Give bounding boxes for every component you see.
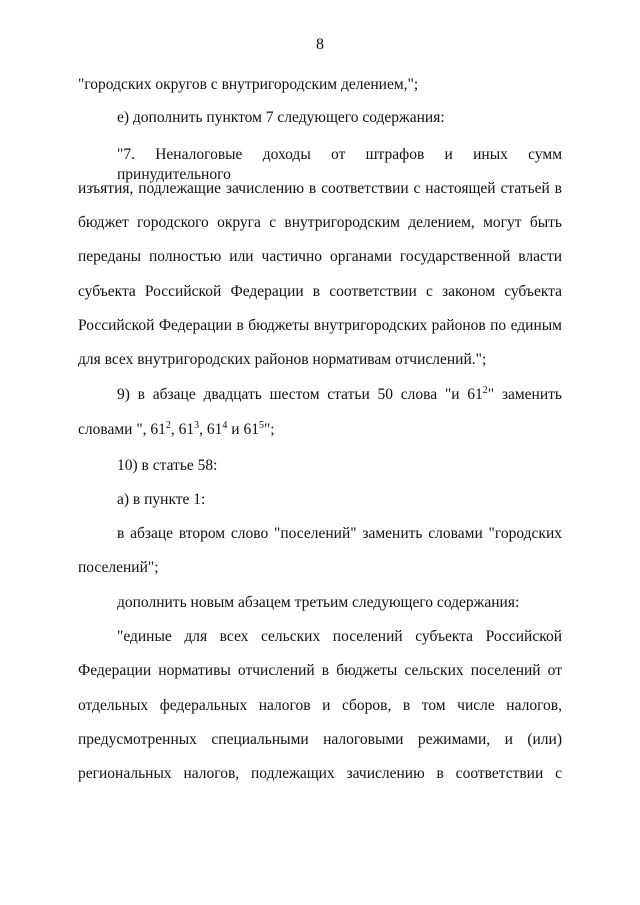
superscript: 3 [194, 419, 200, 431]
text-line: бюджет городского округа с внутригородским делением, могут быть [78, 214, 562, 231]
text-line: Российской Федерации в бюджеты внутригородских районов по единым [78, 317, 562, 334]
text-line: Федерации нормативы отчислений в бюджеты сельских поселений от [78, 662, 562, 679]
page-number: 8 [316, 36, 324, 53]
text-line: переданы полностью или частично органами государственной власти [78, 248, 562, 265]
text-line: отдельных федеральных налогов и сборов, в том числе налогов, [78, 697, 562, 714]
text-line [117, 385, 562, 405]
text-segment: и 61 [227, 421, 259, 438]
text-line: в абзаце втором слово "поселений" заменить словами "городских [117, 525, 562, 542]
text-segment: 9) в абзаце двадцать шестом статьи 50 слова "и 61 [117, 386, 483, 403]
text-line: изъятия, подлежащие зачислению в соответствии с настоящей статьей в [78, 180, 562, 197]
superscript: 4 [222, 419, 228, 431]
text-line: субъекта Российской Федерации в соответствии с законом субъекта [78, 283, 562, 300]
superscript: 5 [258, 419, 264, 431]
text-line: региональных налогов, подлежащих зачислению в соответствии с [78, 765, 562, 782]
text-line: предусмотренных специальными налоговыми режимами, и (или) [78, 731, 562, 748]
text-line: 10) в статье 58: [117, 457, 218, 474]
text-segment: "; [263, 421, 275, 438]
superscript: 2 [165, 419, 171, 431]
text-line: е) дополнить пунктом 7 следующего содержания: [117, 109, 445, 126]
text-segment: " заменить [487, 386, 562, 403]
text-line: "городских округов с внутригородским делением,"; [78, 76, 419, 93]
text-line [78, 420, 562, 440]
text-line: дополнить новым абзацем третьим следующего содержания: [117, 594, 520, 611]
text-segment: , 61 [170, 421, 195, 438]
text-line: "единые для всех сельских поселений субъекта Российской [117, 628, 562, 645]
text-line: для всех внутригородских районов нормативам отчислений."; [78, 351, 487, 368]
text-segment: словами ", 61 [78, 421, 166, 438]
text-line: а) в пункте 1: [117, 491, 206, 508]
text-line: "7. Неналоговые доходы от штрафов и иных сумм принудительного [117, 146, 562, 183]
text-line: поселений"; [78, 559, 159, 576]
text-segment: , 61 [199, 421, 223, 438]
superscript: 2 [482, 384, 488, 396]
